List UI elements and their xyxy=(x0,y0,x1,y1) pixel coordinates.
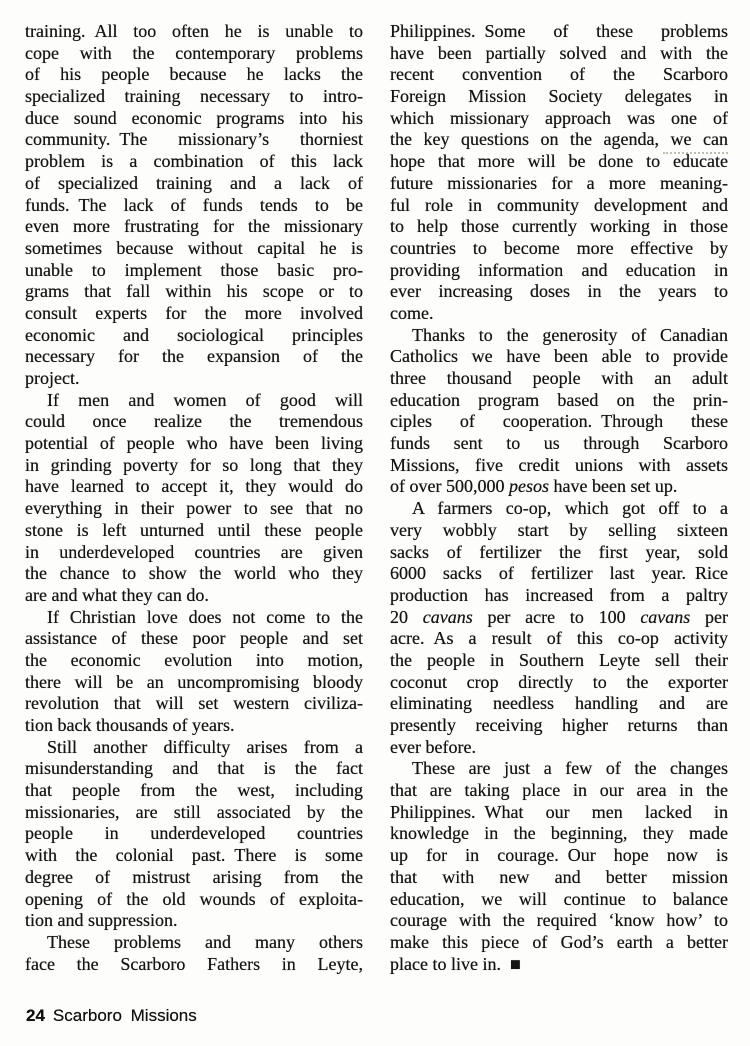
text-line: revolution that will set western civiliza- xyxy=(25,693,363,714)
text-line: These are just a few of the changes xyxy=(412,758,728,779)
text-line: ful role in community development and xyxy=(390,194,728,215)
text-line: providing information and education in xyxy=(390,259,728,280)
text-line: in underdeveloped countries are given xyxy=(25,541,363,562)
text-line: funds. The lack of funds tends to be xyxy=(25,194,363,215)
italic-term: cavans xyxy=(640,606,691,627)
text-line: stone is left unturned until these people xyxy=(25,519,363,540)
text-line: economic and sociological principles xyxy=(25,324,363,345)
text-line: Thanks to the generosity of Canadian xyxy=(412,324,728,345)
text-line: problem is a combination of this lack xyxy=(25,151,363,172)
italic-term: pesos xyxy=(508,476,549,497)
text-line: three thousand people with an adult xyxy=(390,368,728,388)
magazine-title: Scarboro Missions xyxy=(52,1006,197,1025)
text-line: future missionaries for a more meaning- xyxy=(390,172,728,193)
text-line: missionaries, are still associated by the xyxy=(25,801,363,822)
text-line: potential of people who have been living xyxy=(25,433,363,454)
text-line: the chance to show the world who they xyxy=(25,563,363,584)
text-line: there will be an uncompromising bloody xyxy=(25,671,363,692)
paragraph xyxy=(390,498,728,758)
text-line: make this piece of God’s earth a better xyxy=(390,931,728,952)
text-line: ever increasing doses in the years to xyxy=(390,281,728,302)
text-line: Still another difficulty arises from a xyxy=(47,736,363,757)
text-line: assistance of these poor people and set xyxy=(25,628,363,649)
paragraph xyxy=(25,607,363,737)
text-line: If men and women of good will xyxy=(47,389,363,410)
text-line: Foreign Mission Society delegates in xyxy=(390,86,728,107)
text-line: the people in Southern Leyte sell their xyxy=(390,649,728,670)
text-line: very wobbly start by selling sixteen xyxy=(390,519,728,540)
page-footer xyxy=(26,1006,197,1026)
text-line: These problems and many others xyxy=(47,931,363,952)
text-line: could once realize the tremendous xyxy=(25,411,363,432)
text-line: countries to become more effective by xyxy=(390,237,728,258)
text-line: production has increased from a paltry xyxy=(390,584,728,605)
text-line: of his people because he lacks the xyxy=(25,64,363,85)
text-line: recent convention of the Scarboro xyxy=(390,64,728,85)
text-line: misunderstanding and that is the fact xyxy=(25,758,363,779)
text-line: sometimes because without capital he is xyxy=(25,237,363,258)
text-line: presently receiving higher returns than xyxy=(390,715,728,735)
text-line: that with new and better mission xyxy=(390,866,728,887)
text-line: cope with the contemporary problems xyxy=(25,42,363,63)
text-line: community. The missionary’s thorniest xyxy=(25,129,363,150)
text-line: necessary for the expansion of the xyxy=(25,346,363,367)
text-line: tion back thousands of years. xyxy=(25,715,235,735)
text-line: sacks of fertilizer the first year, sold xyxy=(390,541,728,562)
text-line: people in underdeveloped countries xyxy=(25,823,363,844)
text-line: funds sent to us through Scarboro xyxy=(390,433,728,454)
text-line: duce sound economic programs into his xyxy=(25,107,363,128)
text-line: grams that fall within his scope or to xyxy=(25,281,363,302)
text-line: are and what they can do. xyxy=(25,584,209,605)
text-line: education, we will continue to balance xyxy=(390,888,728,909)
italic-term: cavans xyxy=(422,606,473,627)
text-line: with the colonial past. There is some xyxy=(25,845,363,866)
text-line: in grinding poverty for so long that they xyxy=(25,454,363,475)
text-line: that people from the west, including xyxy=(25,780,363,801)
text-line: degree of mistrust arising from the xyxy=(25,866,363,887)
text-line: courage with the required ‘know how’ to xyxy=(390,910,728,931)
text-line: which missionary approach was one of xyxy=(390,107,728,128)
text-line: If Christian love does not come to the xyxy=(47,606,363,627)
text-line: of specialized training and a lack of xyxy=(25,172,363,193)
page-number: 24 xyxy=(26,1006,45,1025)
text-line: to help those currently working in those xyxy=(390,216,728,237)
text-line: place to live in. ■ xyxy=(390,953,521,974)
text-line: knowledge in the beginning, they made xyxy=(390,823,728,844)
text-line: up for in courage. Our hope now is xyxy=(390,845,728,866)
text-line: Philippines. What our men lacked in xyxy=(390,801,728,822)
text-line: hope that more will be done to educate xyxy=(390,151,728,172)
text-line: education program based on the prin- xyxy=(390,389,728,410)
text-line: that are taking place in our area in the xyxy=(390,780,728,801)
print-artifact-overline: educate xyxy=(673,151,728,172)
text-line: training. All too often he is unable to xyxy=(25,21,363,41)
text-line: ever before. xyxy=(390,736,476,757)
text-column-left xyxy=(25,21,363,975)
text-line: acre. As a result of this co-op activity xyxy=(390,628,728,649)
text-line: eliminating needless handling and are xyxy=(390,693,728,714)
paragraph xyxy=(25,932,363,975)
text-line: 20 cavans per acre to 100 cavans per xyxy=(390,606,728,627)
text-line: 6000 sacks of fertilizer last year. Rice xyxy=(390,563,728,584)
text-line: Catholics we have been able to provide xyxy=(390,346,728,367)
text-line: face the Scarboro Fathers in Leyte, xyxy=(25,953,363,974)
text-line: ciples of cooperation. Through these xyxy=(390,411,728,432)
text-line: A farmers co-op, which got off to a xyxy=(412,498,728,519)
paragraph xyxy=(25,390,363,607)
text-line: tion and suppression. xyxy=(25,910,178,931)
text-line: have learned to accept it, they would do xyxy=(25,476,363,497)
text-line: project. xyxy=(25,368,80,388)
paragraph xyxy=(390,325,728,499)
text-column-right xyxy=(390,21,728,975)
text-line: opening of the old wounds of exploita- xyxy=(25,888,363,909)
text-line: of over 500,000 pesos have been set up. xyxy=(390,476,678,497)
text-line: consult experts for the more involved xyxy=(25,302,363,323)
text-line: specialized training necessary to intro- xyxy=(25,86,363,107)
text-line: even more frustrating for the missionary xyxy=(25,216,363,237)
text-line: have been partially solved and with the xyxy=(390,42,728,63)
text-line: Missions, five credit unions with assets xyxy=(390,454,728,475)
paragraph xyxy=(25,21,363,390)
text-line: the economic evolution into motion, xyxy=(25,649,363,670)
paragraph xyxy=(390,758,728,975)
text-line: Philippines. Some of these problems xyxy=(390,21,728,41)
text-line: unable to implement those basic pro- xyxy=(25,259,363,280)
paragraph xyxy=(390,21,728,325)
text-line: coconut crop directly to the exporter xyxy=(390,671,728,692)
paragraph xyxy=(25,737,363,932)
text-line: everything in their power to see that no xyxy=(25,498,363,519)
text-line: come. xyxy=(390,302,434,323)
text-line: the key questions on the agenda, we can xyxy=(390,129,728,150)
